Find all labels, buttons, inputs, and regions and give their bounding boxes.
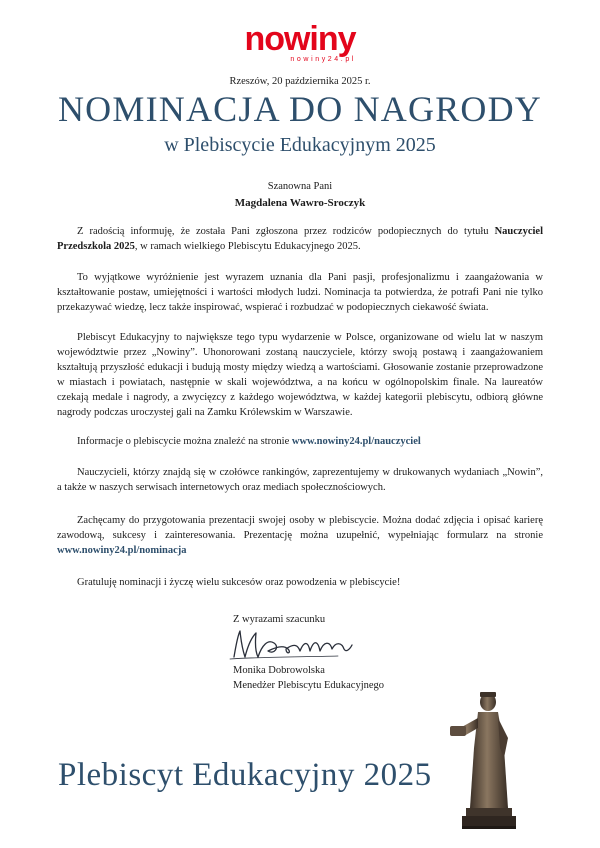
recipient-name: Magdalena Wawro-Sroczyk [234,197,366,209]
salutation: Szanowna Pani [267,181,333,192]
p1-text-end: , w ramach wielkiego Plebiscytu Edukacyjnego 2025. [134,241,361,252]
p1-text-start: Z radością informuję, że została Pani zgłoszona przez rodziców podopiecznych do tytułu [77,226,495,237]
nauczyciel-link[interactable]: www.nowiny24.pl/nauczyciel [291,436,421,447]
page-title: NOMINACJA DO NAGRODY [57,89,543,129]
paragraph-info-link [57,434,543,449]
handwritten-signature-icon [228,627,358,663]
paragraph-presentation [57,513,543,558]
paragraph-media: Nauczycieli, którzy znajdą się w czołówce rankingów, zaprezentujemy w drukowanych wydaniach „Nowin”, a także w naszych serwisach internetowych oraz mediach społecznościowych. [57,467,543,493]
logo-subtext: nowiny24.pl [290,56,356,63]
paragraph-plebiscite-info: Plebiscyt Edukacyjny to największe tego typu wydarzenie w Polsce, organizowane od wielu lat w naszym województwie przez „Nowiny”. Uhonorowani zostaną nauczyciele, którzy swoją postawą i zaangażowaniem kształtują przyszłość edukacji i budują mosty między wiedzą a wartościami. Głosowanie zostanie przeprowadzone w miastach i powiatach, następnie w skali województwa, a na końcu w ogólnopolskim finale. Na laureatów czekają medale i nagrody, a zwycięzcy z każdego województwa, w każdej kategorii plebiscytu, odbiorą główne nagrody podczas uroczystej gali na Zamku Królewskim w Warszawie. [57,332,543,418]
footer-title: Plebiscyt Edukacyjny 2025 [58,757,432,793]
statuette-trophy-icon [448,688,518,833]
signatory-role: Menedżer Plebiscytu Edukacyjnego [233,680,385,691]
paragraph-congratulations: Gratuluję nominacji i życzę wielu sukcesów oraz powodzenia w plebiscycie! [77,577,401,588]
p4-text: Informacje o plebiscycie można znaleźć na stronie [77,436,292,447]
paragraph-recognition: To wyjątkowe wyróżnienie jest wyrazem uznania dla Pani pasji, profesjonalizmu i zaangażowania w kształtowanie postaw, umiejętności i wartości młodych ludzi. Nominacja ta potwierdza, że potrafi Pani nie tylko przekazywać wiedzę, lecz także inspirować, wspierać i rozbudzać w podopiecznych ciekawość świata. [57,272,543,313]
p6-text: Zachęcamy do przygotowania prezentacji swojej osoby w plebiscycie. Można dodać zdjęcia i opisać karierę zawodową, sukcesy i zainteresowania. Prezentację można uzupełnić, wypełniając formularz na stronie [57,515,543,541]
paragraph-nomination [57,224,543,254]
signatory-name: Monika Dobrowolska [233,665,325,676]
nomination-category: Nauczyciel Przedszkola 2025 [57,226,543,252]
nowiny-logo [240,22,360,63]
place-date: Rzeszów, 20 października 2025 r. [229,76,371,87]
nominacja-link[interactable]: www.nowiny24.pl/nominacja [57,545,187,556]
logo-wordmark: nowiny [244,20,356,58]
closing-phrase: Z wyrazami szacunku [233,614,326,625]
page-subtitle: w Plebiscycie Edukacyjnym 2025 [164,134,436,156]
